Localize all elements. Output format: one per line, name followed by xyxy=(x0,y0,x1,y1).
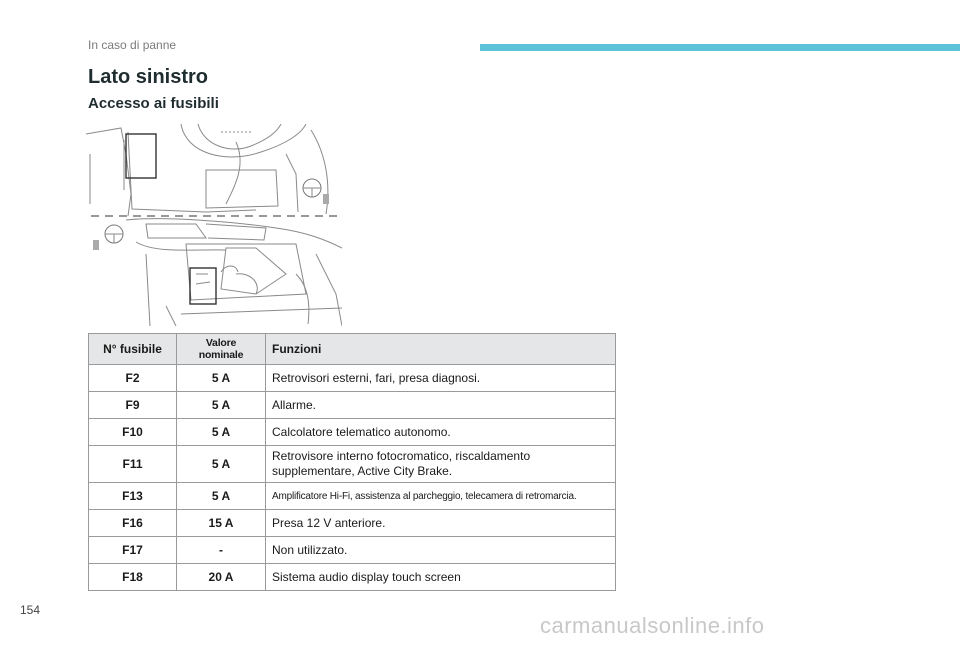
fuse-number: F13 xyxy=(89,483,177,510)
fuse-number: F2 xyxy=(89,365,177,392)
section-label: In caso di panne xyxy=(88,38,177,52)
steering-wheel-left-icon xyxy=(93,225,123,250)
fuse-number: F10 xyxy=(89,419,177,446)
fuse-number: F18 xyxy=(89,564,177,591)
table-row xyxy=(89,365,616,392)
page-title: Lato sinistro xyxy=(88,66,209,88)
watermark: carmanualsonline.info xyxy=(540,613,765,638)
fuse-function: Amplificatore Hi-Fi, assistenza al parcheggio, telecamera di retromarcia. xyxy=(266,483,616,510)
fuse-rating: 5 A xyxy=(177,483,266,510)
fuse-function: Retrovisori esterni, fari, presa diagnosi. xyxy=(266,365,616,392)
fuse-rating: 5 A xyxy=(177,446,266,483)
header-rating: Valore nominale xyxy=(177,334,266,365)
fuse-rating: 20 A xyxy=(177,564,266,591)
fuse-function: Retrovisore interno fotocromatico, riscaldamento supplementare, Active City Brake. xyxy=(266,446,616,483)
fuse-rating: 5 A xyxy=(177,392,266,419)
fuse-rating: 15 A xyxy=(177,510,266,537)
fuse-function: Allarme. xyxy=(266,392,616,419)
fuse-table xyxy=(88,333,616,591)
table-row xyxy=(89,537,616,564)
fuse-function: Presa 12 V anteriore. xyxy=(266,510,616,537)
steering-wheel-right-icon xyxy=(303,179,329,204)
fuse-rating: 5 A xyxy=(177,365,266,392)
fuse-rating: - xyxy=(177,537,266,564)
fuse-number: F16 xyxy=(89,510,177,537)
header-accent-bar xyxy=(480,44,960,51)
header-fuse-number: N° fusibile xyxy=(89,334,177,365)
table-header-row xyxy=(89,334,616,365)
fuse-access-illustration xyxy=(86,124,342,326)
table-row xyxy=(89,510,616,537)
table-row xyxy=(89,446,616,483)
fuse-function: Non utilizzato. xyxy=(266,537,616,564)
fuse-function: Sistema audio display touch screen xyxy=(266,564,616,591)
fuse-number: F11 xyxy=(89,446,177,483)
fuse-function: Calcolatore telematico autonomo. xyxy=(266,419,616,446)
table-row xyxy=(89,419,616,446)
fuse-rating: 5 A xyxy=(177,419,266,446)
page-number: 154 xyxy=(20,603,41,617)
table-row xyxy=(89,564,616,591)
table-row xyxy=(89,483,616,510)
header-functions: Funzioni xyxy=(266,334,616,365)
fuse-number: F9 xyxy=(89,392,177,419)
table-row xyxy=(89,392,616,419)
page-subtitle: Accesso ai fusibili xyxy=(88,95,219,112)
fuse-number: F17 xyxy=(89,537,177,564)
